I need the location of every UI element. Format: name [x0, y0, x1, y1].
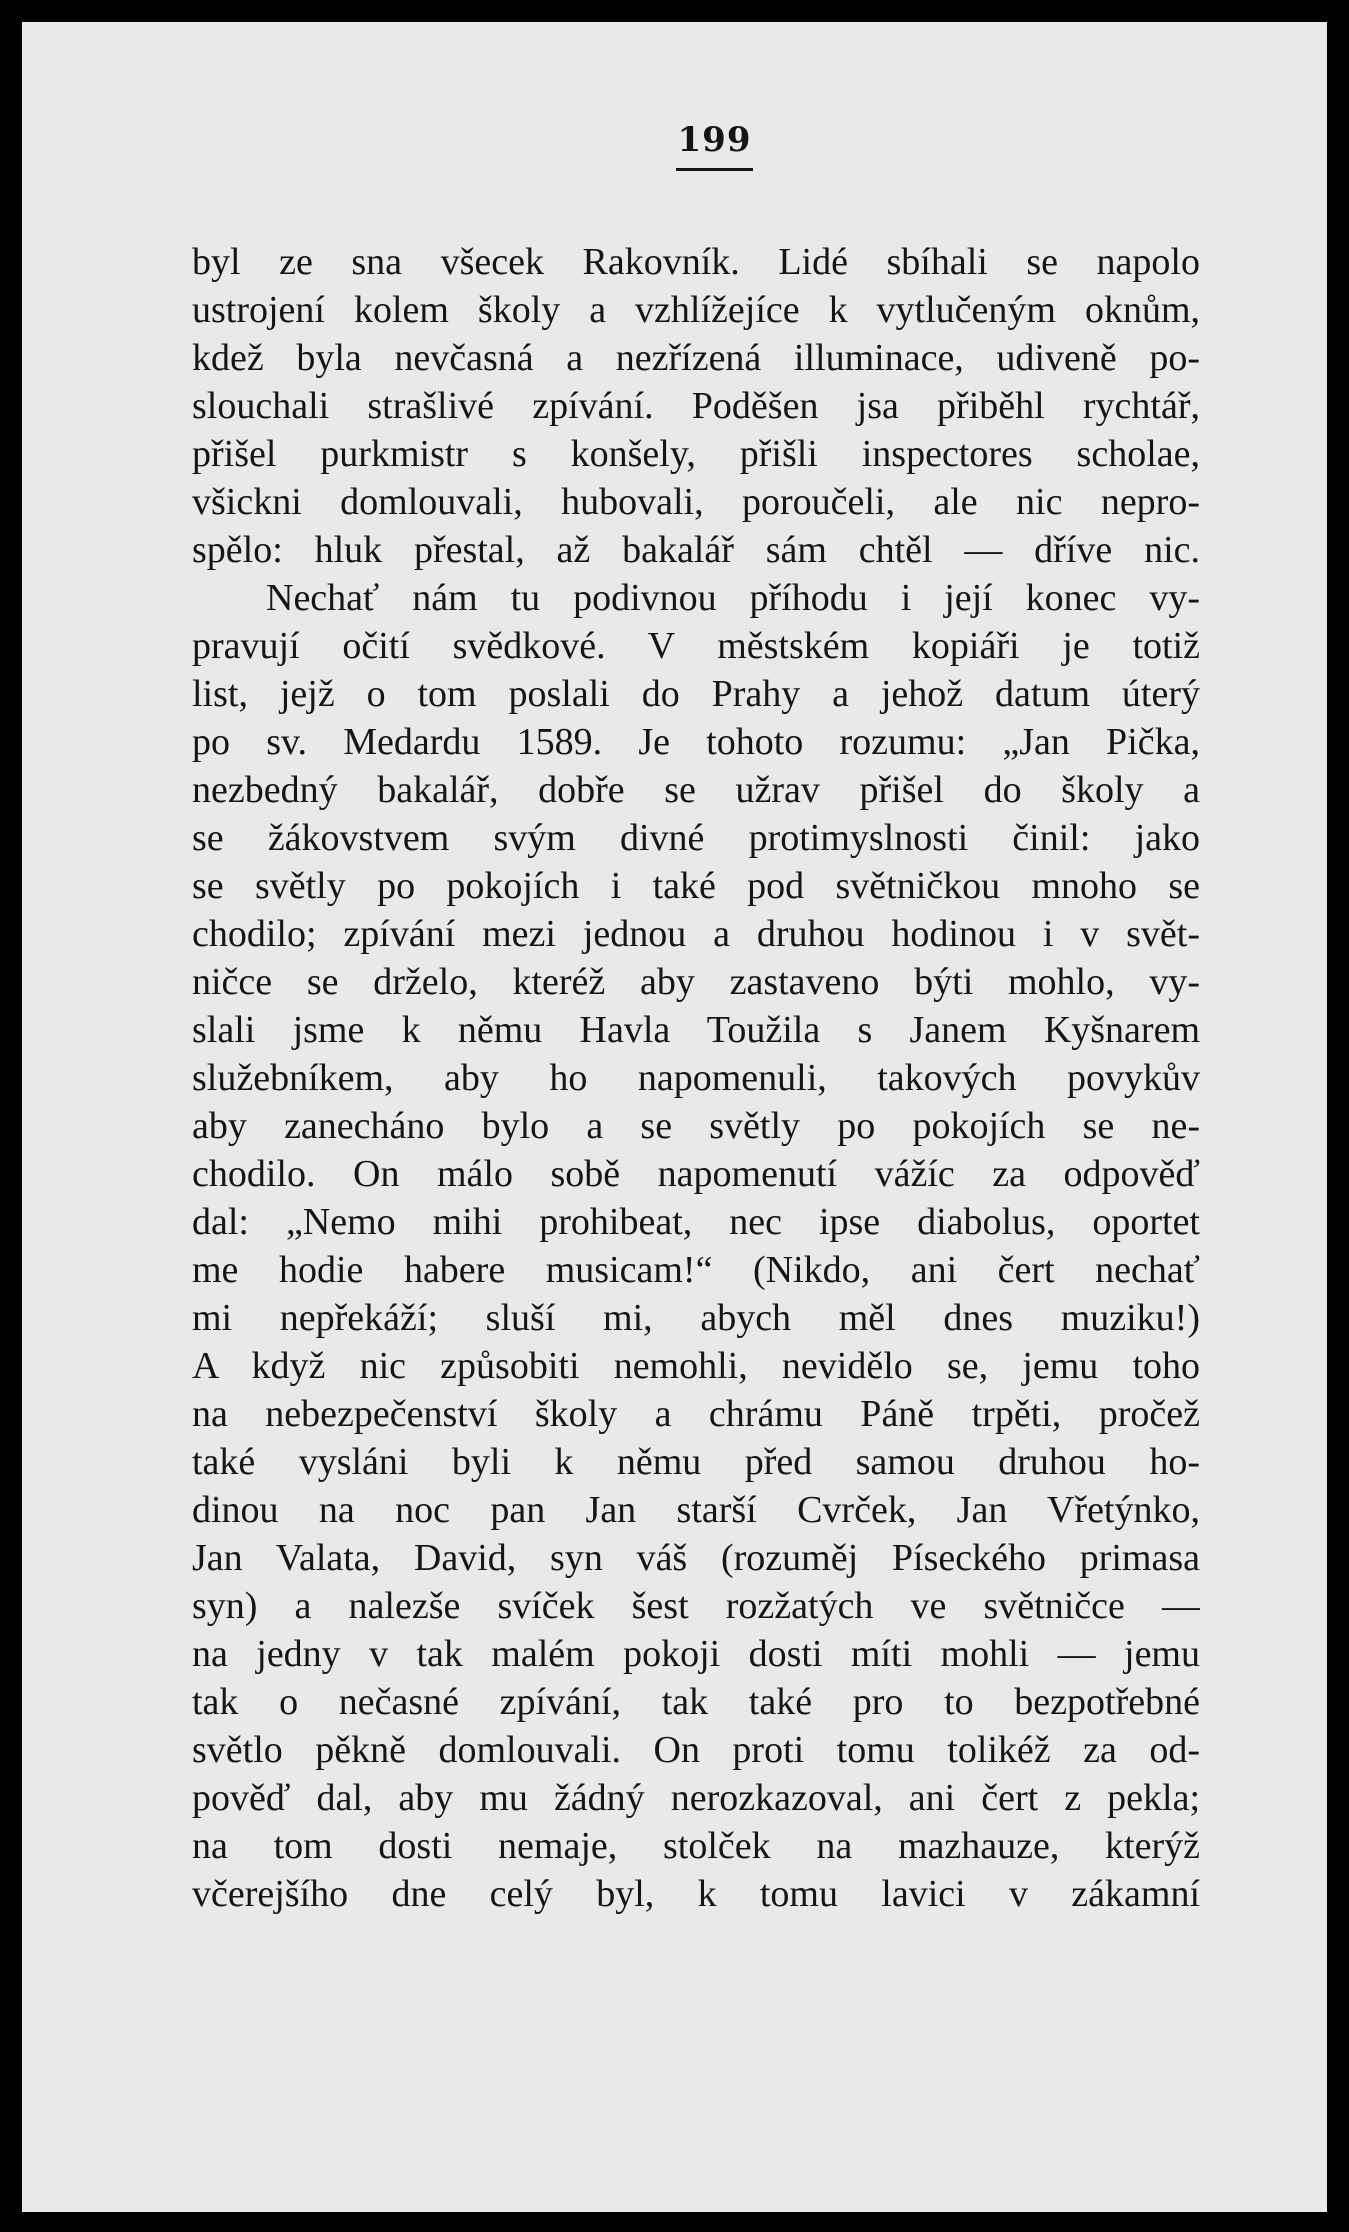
- page-number: 199: [676, 120, 754, 171]
- text-line: byl ze sna všecek Rakovník. Lidé sbíhali se napolo: [192, 241, 1200, 283]
- text-line: dal: „Nemo mihi prohibeat, nec ipse diabolus, oportet: [192, 1201, 1200, 1243]
- text-line: tak o nečasné zpívání, tak také pro to bezpotřebné: [192, 1681, 1200, 1723]
- text-line: nezbedný bakalář, dobře se užrav přišel do školy a: [192, 769, 1200, 811]
- text-line: A když nic způsobiti nemohli, nevidělo se, jemu toho: [192, 1345, 1200, 1387]
- page-header: [22, 120, 1327, 171]
- text-line: dinou na noc pan Jan starší Cvrček, Jan Vřetýnko,: [192, 1489, 1200, 1531]
- text-line: také vysláni byli k němu před samou druhou ho-: [192, 1441, 1200, 1483]
- text-line: ničce se drželo, kteréž aby zastaveno býti mohlo, vy-: [192, 961, 1200, 1003]
- text-line: pravují očití svědkové. V městském kopiáři je totiž: [192, 625, 1200, 667]
- text-line: Nechať nám tu podivnou příhodu i její konec vy-: [266, 577, 1200, 619]
- text-line: na tom dosti nemaje, stolček na mazhauze, kterýž: [192, 1825, 1200, 1867]
- body-text: [192, 238, 1200, 1918]
- text-line: všickni domlouvali, hubovali, poroučeli, ale nic nepro-: [192, 481, 1200, 523]
- text-line: světlo pěkně domlouvali. On proti tomu tolikéž za od-: [192, 1729, 1200, 1771]
- text-line: ustrojení kolem školy a vzhlížejíce k vytlučeným oknům,: [192, 289, 1200, 331]
- text-line: včerejšího dne celý byl, k tomu lavici v zákamní: [192, 1873, 1200, 1915]
- text-line: kdež byla nevčasná a nezřízená illuminace, udiveně po-: [192, 337, 1200, 379]
- text-line: se světly po pokojích i také pod světničkou mnoho se: [192, 865, 1200, 907]
- text-line: přišel purkmistr s konšely, přišli inspectores scholae,: [192, 433, 1200, 475]
- text-line: po sv. Medardu 1589. Je tohoto rozumu: „Jan Pička,: [192, 721, 1200, 763]
- text-line: služebníkem, aby ho napomenuli, takových povykův: [192, 1057, 1200, 1099]
- text-line: aby zanecháno bylo a se světly po pokojích se ne-: [192, 1105, 1200, 1147]
- text-line: na nebezpečenství školy a chrámu Páně trpěti, pročež: [192, 1393, 1200, 1435]
- text-line: Jan Valata, David, syn váš (rozuměj Píseckého primasa: [192, 1537, 1200, 1579]
- text-line: chodilo. On málo sobě napomenutí vážíc za odpověď: [192, 1153, 1200, 1195]
- text-line: spělo: hluk přestal, až bakalář sám chtěl — dříve nic.: [192, 529, 1200, 571]
- text-line: se žákovstvem svým divné protimyslnosti činil: jako: [192, 817, 1200, 859]
- text-line: slouchali strašlivé zpívání. Poděšen jsa přiběhl rychtář,: [192, 385, 1200, 427]
- text-line: mi nepřekáží; sluší mi, abych měl dnes muziku!): [192, 1297, 1200, 1339]
- text-line: syn) a nalezše svíček šest rozžatých ve světničce —: [192, 1585, 1200, 1627]
- text-line: na jedny v tak malém pokoji dosti míti mohli — jemu: [192, 1633, 1200, 1675]
- text-line: slali jsme k němu Havla Toužila s Janem Kyšnarem: [192, 1009, 1200, 1051]
- text-line: me hodie habere musicam!“ (Nikdo, ani čert nechať: [192, 1249, 1200, 1291]
- text-line: pověď dal, aby mu žádný nerozkazoval, ani čert z pekla;: [192, 1777, 1200, 1819]
- text-line: list, jejž o tom poslali do Prahy a jehož datum úterý: [192, 673, 1200, 715]
- book-page: [22, 22, 1327, 2212]
- text-line: chodilo; zpívání mezi jednou a druhou hodinou i v svět-: [192, 913, 1200, 955]
